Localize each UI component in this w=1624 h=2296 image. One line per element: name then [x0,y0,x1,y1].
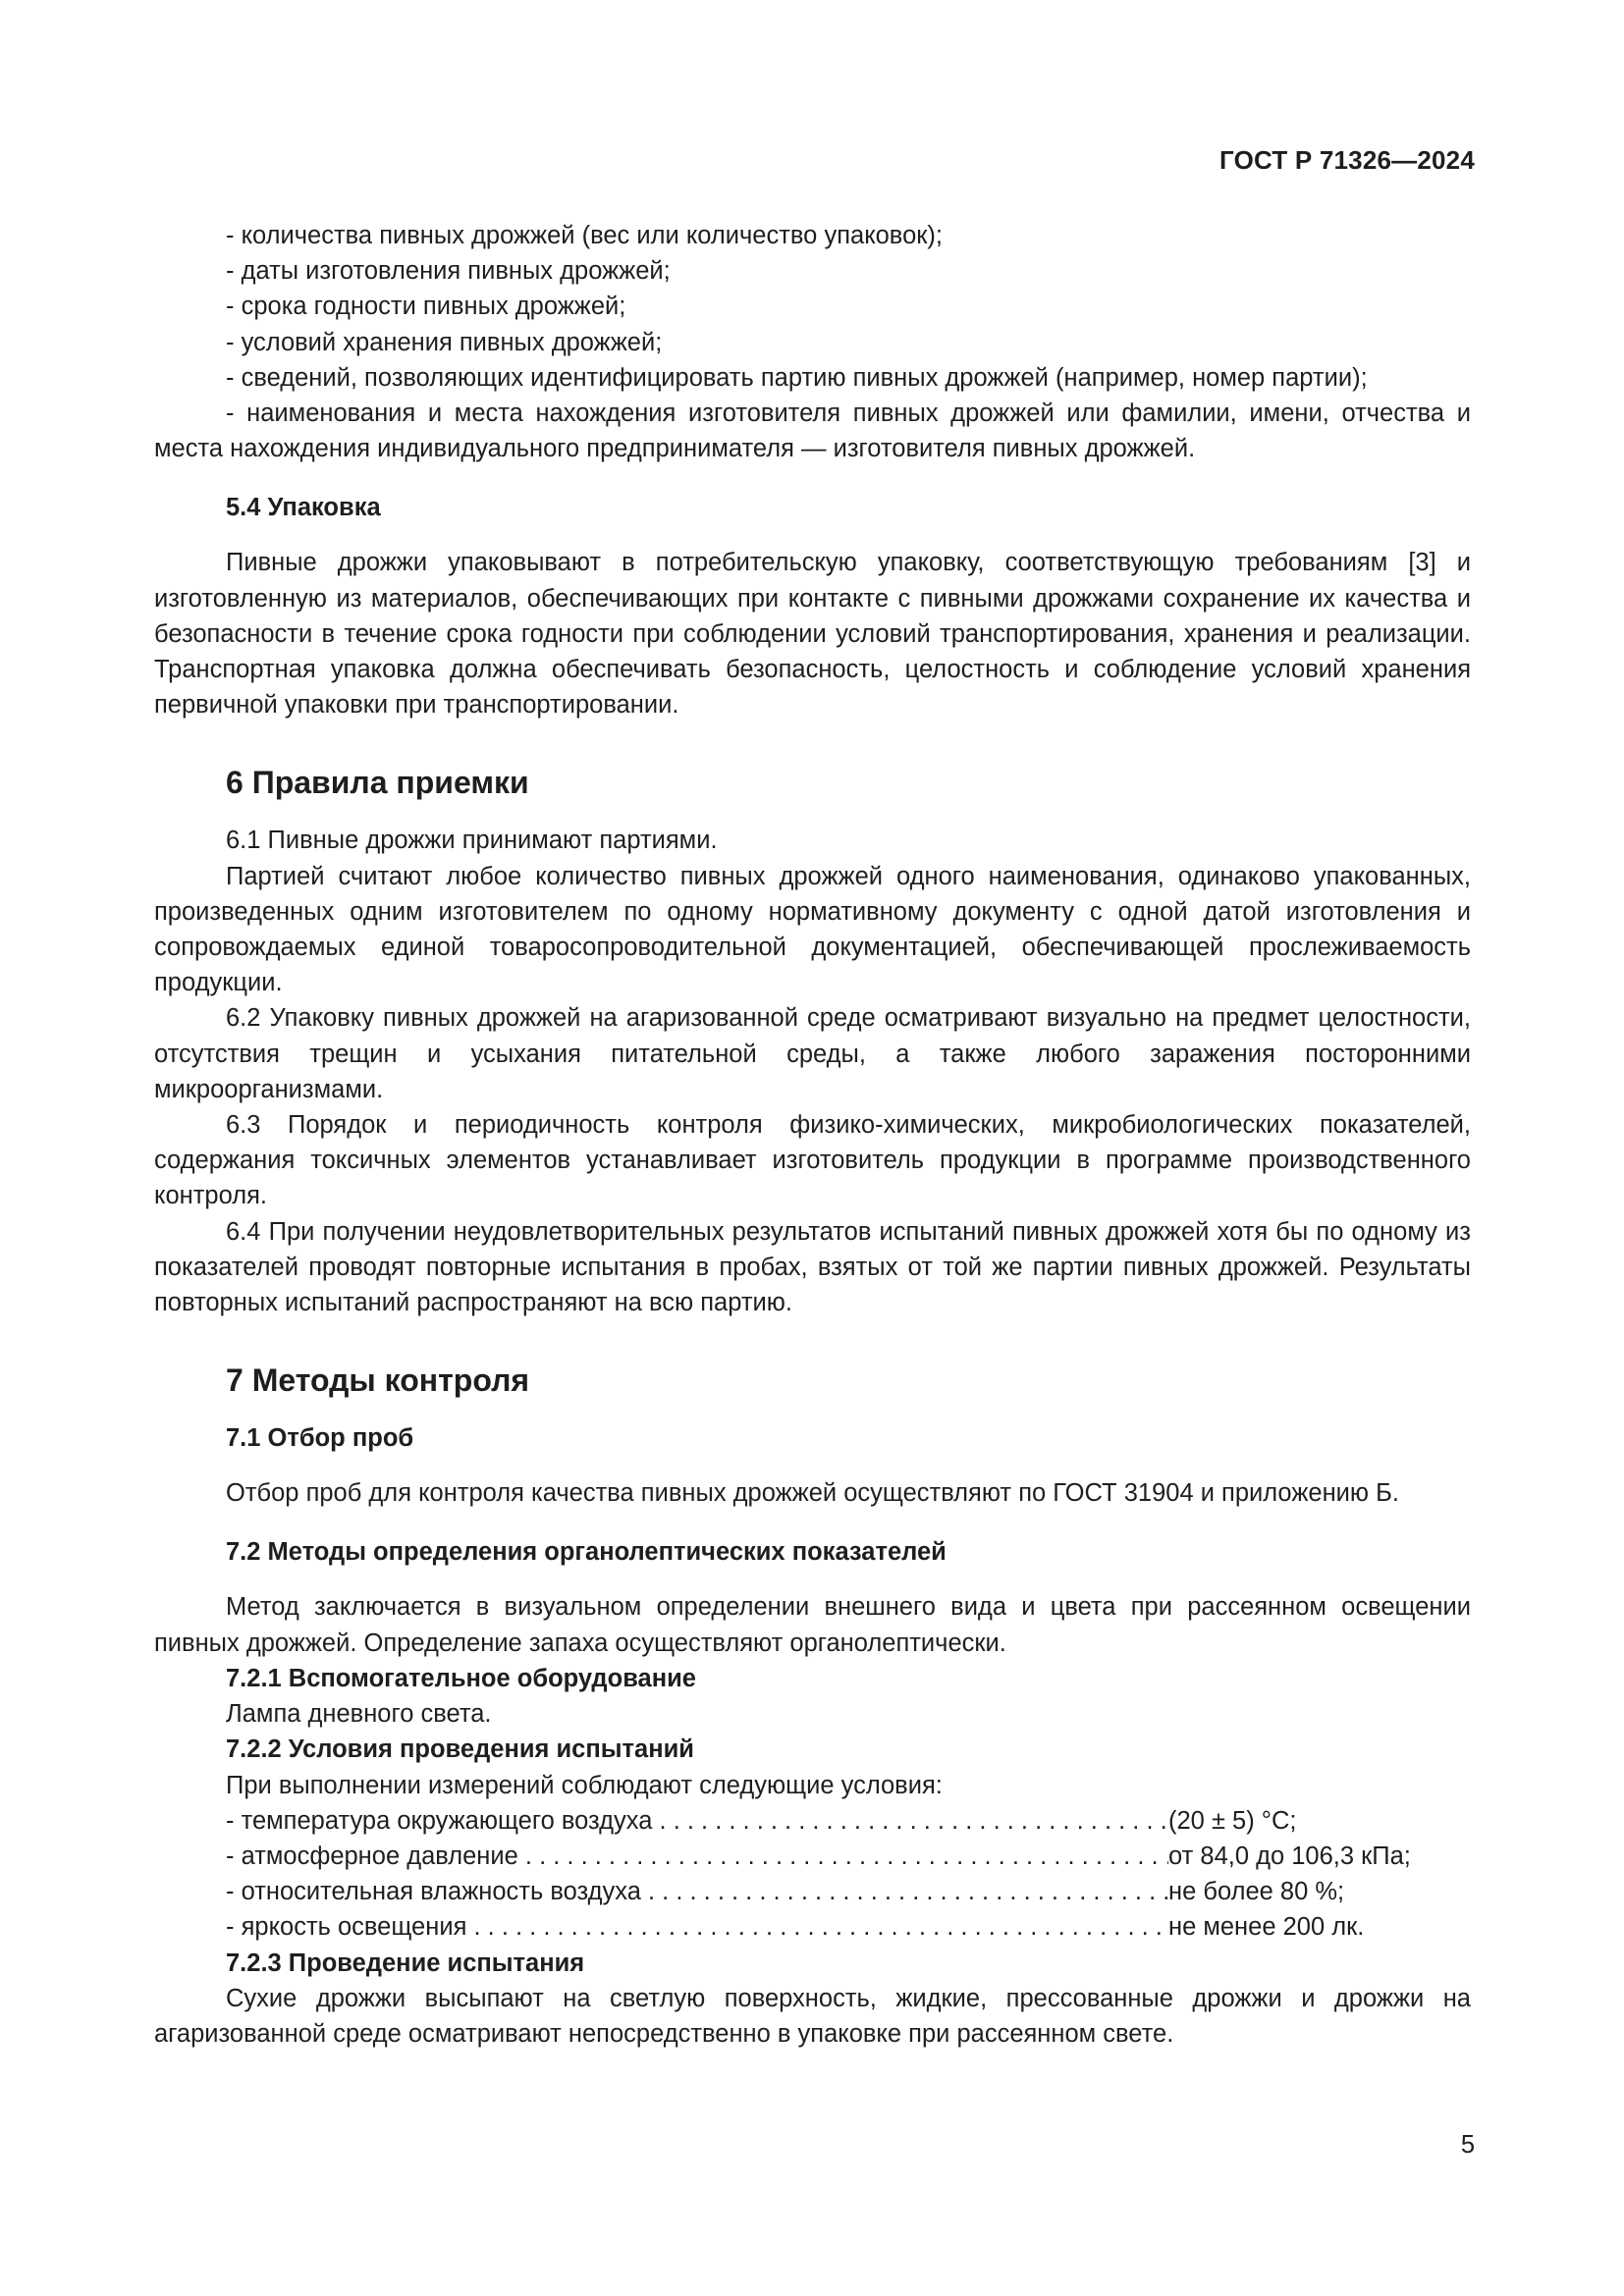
document-header-code: ГОСТ Р 71326—2024 [1219,145,1475,175]
section-7-2-1-heading: 7.2.1 Вспомогательное оборудование [226,1664,696,1692]
clause-6-2: 6.2 Упаковку пивных дрожжей на агаризованной среде осматривают визуально на предмет целостности, отсутствия трещин и усыхания питательной среды, а также любого заражения посторонними микроорганизмами. [154,1004,1471,1103]
condition-value: (20 ± 5) °С; [1168,1806,1297,1835]
clause-6-3: 6.3 Порядок и периодичность контроля физико-химических, микробиологических показателей, содержания токсичных элементов устанавливает изготовитель продукции в программе производственного контроля. [154,1111,1471,1210]
condition-row [226,1803,1471,1839]
list-item: - срока годности пивных дрожжей; [226,293,626,321]
condition-value: не менее 200 лк. [1168,1913,1365,1942]
condition-name: - атмосферное давление . . . [226,1839,1168,1874]
list-item: - условий хранения пивных дрожжей; [226,328,663,356]
page-number: 5 [1460,2131,1475,2159]
section-5-4-heading: 5.4 Упаковка [226,494,381,522]
condition-value: от 84,0 до 106,3 кПа; [1168,1842,1411,1870]
condition-row [226,1874,1471,1909]
condition-value: не более 80 %; [1168,1878,1345,1906]
section-7-2-text: Метод заключается в визуальном определении внешнего вида и цвета при рассеянном освещении пивных дрожжей. Определение запаха осуществляют органолептически. [154,1593,1471,1657]
section-7-heading: 7 Методы контроля [226,1362,530,1399]
section-7-2-3-heading: 7.2.3 Проведение испытания [226,1949,585,1977]
section-5-4-text: Пивные дрожжи упаковывают в потребительскую упаковку, соответствующую требованиям [3] и изготовленную из материалов, обеспечивающих при контакте с пивными дрожжами сохранение их качества и безопасности в течение срока годности при соблюдении условий транспортирования, хранения и реализации. Транспортная упаковка должна обеспечивать безопасность, целостность и соблюдение условий хранения первичной упаковки при транспортировании. [154,549,1471,720]
list-item: - даты изготовления пивных дрожжей; [226,257,671,286]
clause-6-4: 6.4 При получении неудовлетворительных результатов испытаний пивных дрожжей хотя бы по одному из показателей проводят повторные испытания в пробах, взятых от той же партии пивных дрожжей. Результаты повторных испытаний распространяют на всю партию. [154,1217,1471,1317]
clause-6-1-batch-definition: Партией считают любое количество пивных дрожжей одного наименования, одинаково упакованных, произведенных одним изготовителем по одному нормативному документу с одной датой изготовления и сопровождаемых единой товаросопроводительной документацией, обеспечивающей прослеживаемость продукции. [154,862,1471,997]
condition-row [226,1839,1471,1874]
condition-name: - относительная влажность воздуха . . . [226,1874,1168,1909]
condition-name: - температура окружающего воздуха . . . [226,1803,1168,1839]
condition-name: - яркость освещения . . . [226,1909,1168,1945]
list-item: - наименования и места нахождения изготовителя пивных дрожжей или фамилии, имени, отчества и места нахождения индивидуального предпринимателя — изготовителя пивных дрожжей. [154,400,1471,463]
section-6-heading: 6 Правила приемки [226,765,529,801]
section-7-1-heading: 7.1 Отбор проб [226,1424,414,1453]
section-7-2-1-text: Лампа дневного света. [226,1700,492,1729]
list-item: - сведений, позволяющих идентифицировать партию пивных дрожжей (например, номер партии); [226,363,1368,392]
condition-row [226,1909,1471,1945]
section-7-2-2-intro: При выполнении измерений соблюдают следующие условия: [226,1771,943,1799]
section-7-2-3-text: Сухие дрожжи высыпают на светлую поверхность, жидкие, прессованные дрожжи и дрожжи на агаризованной среде осматривают непосредственно в упаковке при рассеянном свете. [154,1984,1471,2048]
clause-6-1: 6.1 Пивные дрожжи принимают партиями. [226,827,718,855]
section-7-2-2-heading: 7.2.2 Условия проведения испытаний [226,1735,694,1764]
page-content [154,218,1471,2052]
section-7-1-text: Отбор проб для контроля качества пивных дрожжей осуществляют по ГОСТ 31904 и приложению Б. [226,1479,1399,1508]
list-item: - количества пивных дрожжей (вес или количество упаковок); [226,222,943,249]
section-7-2-heading: 7.2 Методы определения органолептических показателей [226,1538,947,1567]
